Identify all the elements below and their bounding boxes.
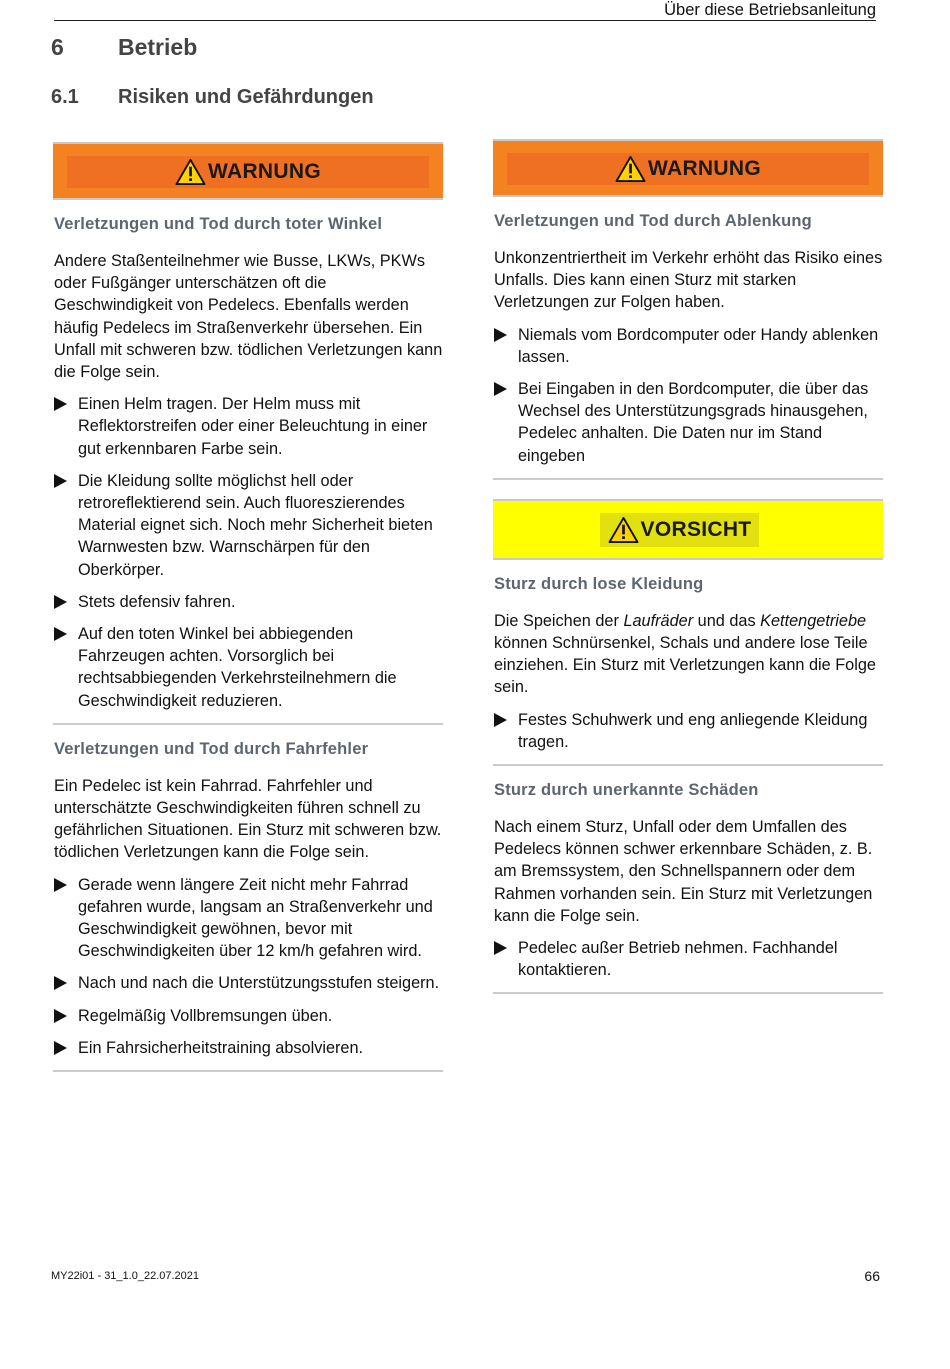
hazard-block-distraction — [493, 211, 883, 480]
hazard-heading: Verletzungen und Tod durch Fahrfehler — [54, 739, 369, 758]
measure-text: Einen Helm tragen. Der Helm muss mit Reflektorstreifen oder einer Beleuchtung in einer gut erkennbaren Farbe sein. — [78, 395, 428, 458]
bullet-triangle-icon — [54, 397, 67, 411]
left-column — [53, 142, 443, 1072]
caution-banner-inner — [600, 513, 759, 547]
divider — [493, 764, 883, 766]
hazard-heading: Sturz durch lose Kleidung — [494, 574, 704, 593]
warning-banner — [53, 142, 443, 200]
measure-item — [53, 393, 443, 460]
measure-text: Die Kleidung sollte möglichst hell oder retroreflektierend sein. Auch fluoreszierendes Material eignet sich. Noch mehr Sicherheit bieten Warnwesten bzw. Warnschärpen für den Oberkörper. — [78, 471, 433, 579]
measure-item — [493, 937, 883, 981]
caution-label: VORSICHT — [640, 517, 752, 541]
warning-banner-inner — [507, 153, 869, 185]
bullet-triangle-icon — [54, 878, 67, 892]
running-header: Über diese Betriebsanleitung — [54, 0, 876, 21]
measure-item — [493, 378, 883, 467]
warning-banner-inner — [67, 156, 429, 188]
warning-triangle-icon — [615, 155, 646, 183]
caution-banner — [493, 499, 883, 560]
bullet-triangle-icon — [494, 382, 507, 396]
hazard-description: Unkonzentriertheit im Verkehr erhöht das Risiko eines Unfalls. Dies kann einen Sturz mit starken Verletzungen zur Folgen haben. — [494, 249, 883, 312]
bullet-triangle-icon — [494, 328, 507, 342]
measure-text: Nach und nach die Unterstützungsstufen steigern. — [78, 974, 440, 993]
divider — [493, 992, 883, 994]
bullet-triangle-icon — [494, 713, 507, 727]
divider — [53, 1070, 443, 1072]
divider — [53, 723, 443, 725]
measure-list — [53, 874, 443, 1059]
term-chain-drive: Kettengetriebe — [760, 611, 867, 630]
measure-item — [53, 591, 443, 613]
measure-item — [53, 874, 443, 963]
measure-item — [53, 623, 443, 712]
measure-item — [53, 1005, 443, 1027]
hazard-block-hidden-damage — [493, 780, 883, 994]
chapter-number: 6 — [51, 34, 64, 60]
footer-document-id: MY22i01 - 31_1.0_22.07.2021 — [51, 1270, 200, 1282]
measure-list — [493, 937, 883, 981]
hazard-block-blind-spot — [53, 214, 443, 725]
text-run: und das — [693, 611, 761, 630]
warning-triangle-icon — [608, 516, 639, 544]
measure-item — [53, 972, 443, 994]
chapter-title: Betrieb — [118, 34, 198, 60]
measure-text: Regelmäßig Vollbremsungen üben. — [78, 1006, 333, 1025]
warning-label: WARNUNG — [648, 157, 761, 180]
section-title: Risiken und Gefährdungen — [118, 86, 374, 108]
section-number: 6.1 — [51, 86, 79, 108]
hazard-heading: Verletzungen und Tod durch toter Winkel — [54, 215, 383, 233]
bullet-triangle-icon — [494, 941, 507, 955]
bullet-triangle-icon — [54, 976, 67, 990]
measure-list — [493, 709, 883, 753]
hazard-heading: Verletzungen und Tod durch Ablenkung — [494, 212, 812, 230]
measure-text: Ein Fahrsicherheitstraining absolvieren. — [78, 1038, 364, 1057]
measure-text: Gerade wenn längere Zeit nicht mehr Fahrrad gefahren wurde, langsam an Straßenverkehr und Geschwindigkeit gewöhnen, bevor mit Geschwindigkeiten über 12 km/h gefahren wird. — [78, 875, 433, 961]
page-number: 66 — [864, 1268, 880, 1284]
warning-label: WARNUNG — [208, 160, 321, 183]
bullet-triangle-icon — [54, 474, 67, 488]
text-run: können Schnürsenkel, Schals und andere lose Teile einziehen. Ein Sturz mit Verletzungen kann die Folge sein. — [494, 634, 876, 697]
bullet-triangle-icon — [54, 1041, 67, 1055]
measure-list — [493, 324, 883, 467]
measure-item — [53, 470, 443, 581]
term-wheels: Laufräder — [623, 611, 694, 630]
hazard-description: Andere Staßenteilnehmer wie Busse, LKWs, PKWs oder Fußgänger unterschätzen oft die Geschwindigkeit von Pedelecs. Ebenfalls werden häufig Pedelecs im Straßenverkehr übersehen. Ein Unfall mit schweren bzw. tödlichen Verletzungen kann die Folge sein. — [54, 252, 443, 382]
measure-text: Stets defensiv fahren. — [78, 592, 236, 611]
bullet-triangle-icon — [54, 1009, 67, 1023]
section-heading — [51, 86, 374, 109]
bullet-triangle-icon — [54, 595, 67, 609]
hazard-heading: Sturz durch unerkannte Schäden — [494, 781, 759, 800]
measure-list — [53, 393, 443, 712]
measure-text: Auf den toten Winkel bei abbiegenden Fahrzeugen achten. Vorsorglich bei rechtsabbiegenden Verkehrsteilnehmern die Geschwindigkeit reduzieren. — [78, 625, 397, 710]
measure-item — [53, 1037, 443, 1059]
hazard-description: Nach einem Sturz, Unfall oder dem Umfallen des Pedelecs können schwer erkennbare Schäden, z. B. am Bremssystem, den Schnellspannern oder dem Rahmen vorhanden sein. Ein Sturz mit Verletzungen kann die Folge sein. — [494, 818, 873, 925]
measure-text: Bei Eingaben in den Bordcomputer, die über das Wechsel des Unterstützungsgrads hinausgehen, Pedelec anhalten. Die Daten nur im Stand eingeben — [518, 380, 869, 465]
measure-text: Pedelec außer Betrieb nehmen. Fachhandel kontaktieren. — [518, 939, 838, 980]
right-column — [493, 139, 883, 994]
text-run: Die Speichen der — [494, 611, 624, 630]
warning-triangle-icon — [175, 158, 206, 186]
hazard-block-loose-clothing — [493, 574, 883, 766]
measure-item — [493, 709, 883, 753]
warning-banner — [493, 139, 883, 197]
hazard-block-driving-errors — [53, 739, 443, 1072]
measure-text: Niemals vom Bordcomputer oder Handy ablenken lassen. — [518, 325, 879, 366]
chapter-heading — [51, 34, 197, 61]
hazard-description: Ein Pedelec ist kein Fahrrad. Fahrfehler und unterschätzte Geschwindigkeiten führen schnell zu gefährlichen Situationen. Ein Sturz mit schweren bzw. tödlichen Verletzungen kann die Folge sein. — [54, 776, 442, 862]
measure-item — [493, 324, 883, 368]
measure-text: Festes Schuhwerk und eng anliegende Kleidung tragen. — [518, 710, 868, 751]
hazard-description — [494, 610, 883, 699]
bullet-triangle-icon — [54, 627, 67, 641]
